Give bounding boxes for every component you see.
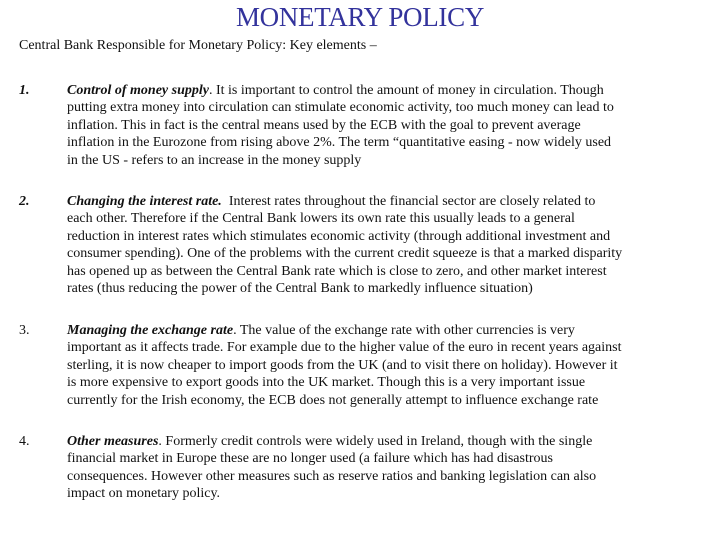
list-item — [19, 193, 709, 297]
item-number: 3. — [19, 323, 30, 338]
item-text: . It is important to control the amount of money in circulation. Though — [208, 83, 604, 98]
item-text: has opened up as between the Central Bank rate which is close to zero, and other market interest — [67, 263, 607, 279]
item-text: currently for the Irish economy, the ECB does not generally attempt to influence exchange rate — [67, 392, 599, 408]
subtitle: Central Bank Responsible for Monetary Policy: Key elements – — [19, 38, 377, 53]
item-text: each other. Therefore if the Central Bank lowers its own rate this usually leads to a general — [67, 211, 575, 227]
item-text: putting extra money into circulation can stimulate economic activity, too much money can lead to — [67, 100, 614, 116]
item-text: reduction in interest rates which stimulates economic activity (through additional investment and — [67, 228, 611, 244]
page-title: MONETARY POLICY — [235, 2, 485, 32]
item-text: . The value of the exchange rate with other currencies is very — [233, 323, 575, 338]
item-text: . Formerly credit controls were widely used in Ireland, though with the single — [158, 434, 593, 449]
item-text: in the US - refers to an increase in the money supply — [67, 152, 362, 168]
item-heading: Control of money supply — [67, 83, 209, 98]
item-text: consequences. However other measures such as reserve ratios and banking legislation can also — [67, 468, 597, 484]
item-heading: Managing the exchange rate — [67, 323, 234, 338]
list-item — [19, 82, 709, 169]
item-heading: Other measures — [67, 434, 159, 449]
list-item — [19, 433, 709, 503]
item-text: financial market in Europe these are no longer used (a failure which has had disastrous — [67, 451, 553, 467]
item-number: 1. — [19, 83, 30, 98]
item-text: is more expensive to export goods into the UK market. Though this is a very important issue — [67, 375, 586, 391]
item-text: impact on monetary policy. — [67, 486, 221, 502]
list-item — [19, 322, 709, 409]
item-number: 2. — [19, 194, 30, 209]
item-number: 4. — [19, 434, 30, 449]
item-text: Interest rates throughout the financial sector are closely related to — [221, 194, 596, 209]
item-text: inflation. This in fact is the central means used by the ECB with the goal to prevent average — [67, 117, 581, 133]
item-heading: Changing the interest rate. — [67, 194, 222, 209]
item-text: important as it affects trade. For example due to the higher value of the euro in recent years against — [67, 340, 622, 356]
item-text: sterling, it is now cheaper to import goods from the UK (and to visit there on holiday). However it — [67, 357, 618, 373]
item-text: consumer spending). One of the problems with the current credit squeeze is that a marked disparity — [67, 246, 623, 262]
item-text: inflation in the Eurozone from rising above 2%. The term “quantitative easing - now widely used — [67, 135, 612, 151]
item-text: rates (thus reducing the power of the Central Bank to markedly influence situation) — [67, 281, 533, 297]
